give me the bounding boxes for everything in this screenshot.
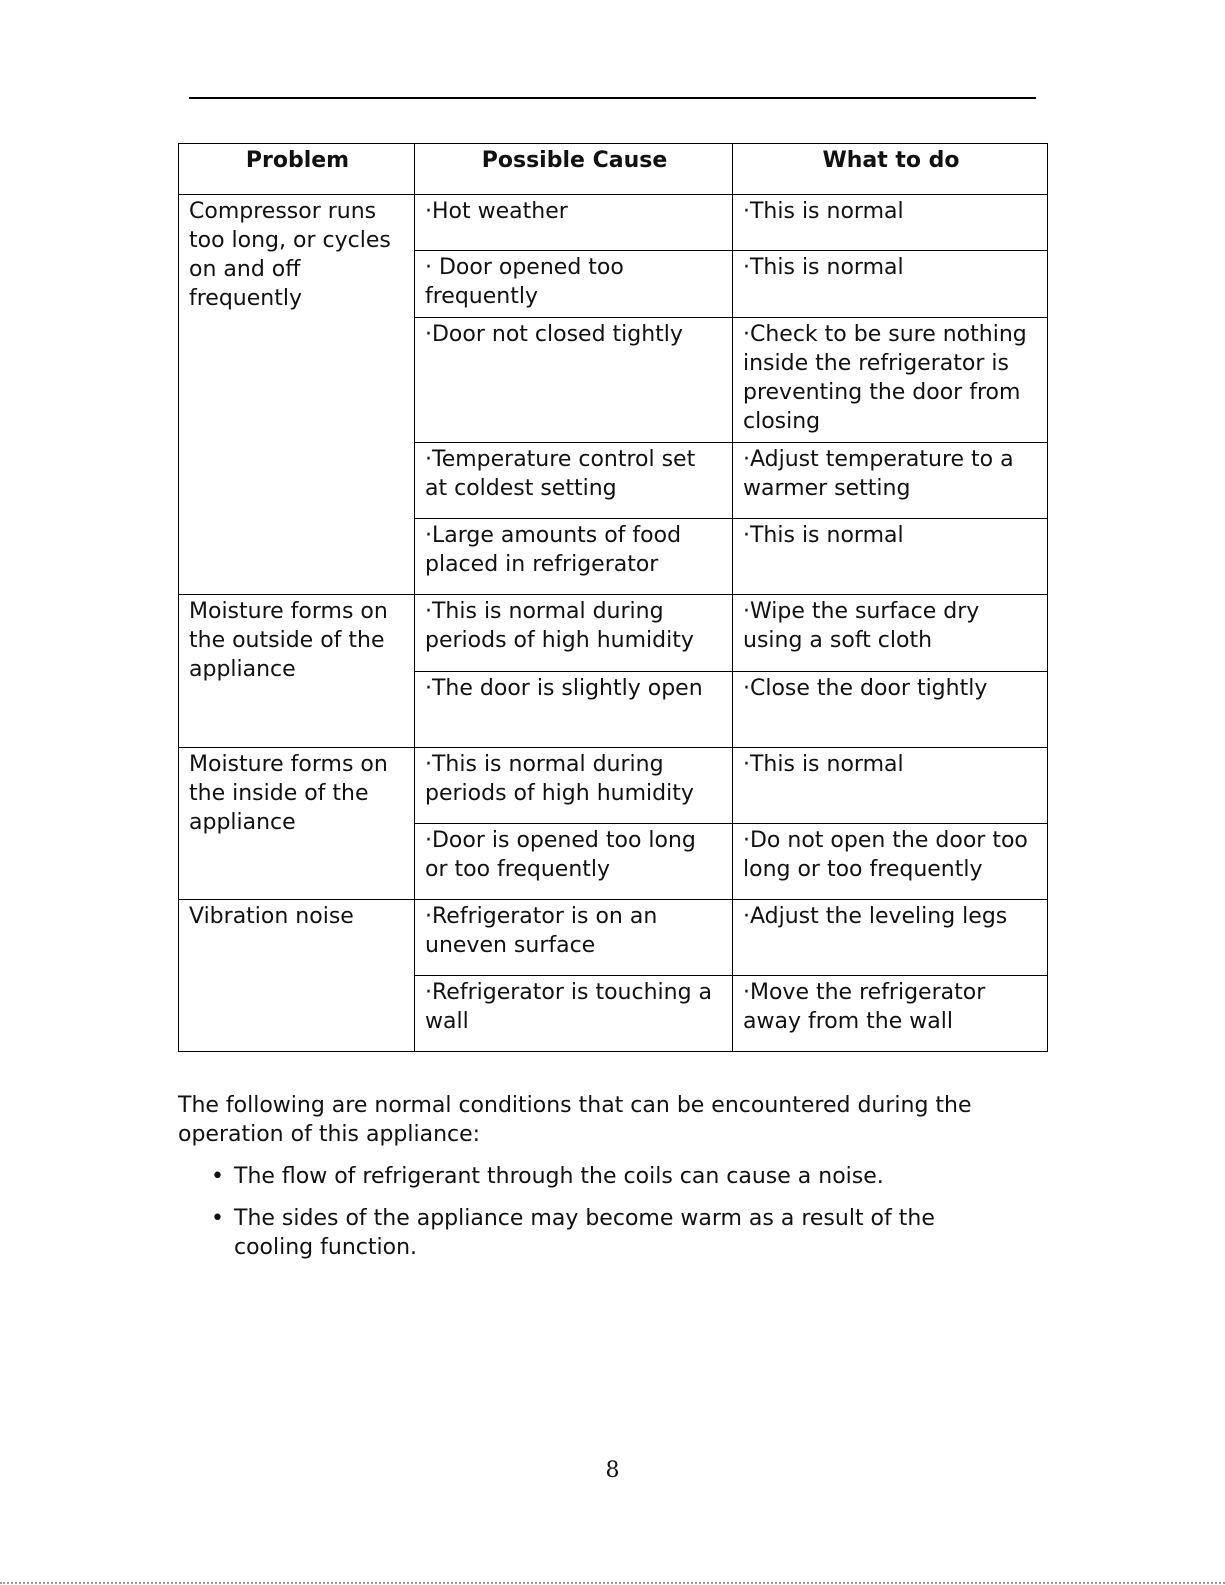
table-header-row bbox=[179, 144, 1048, 195]
cause-cell: ·This is normal during periods of high humidity bbox=[415, 595, 733, 672]
cause-cell: ·Refrigerator is on an uneven surface bbox=[415, 900, 733, 976]
bottom-edge-divider bbox=[0, 1582, 1225, 1584]
cause-cell: ·Door is opened too long or too frequently bbox=[415, 824, 733, 900]
cause-cell: ·Large amounts of food placed in refrigerator bbox=[415, 519, 733, 595]
problem-cell: Compressor runs too long, or cycles on and off frequently bbox=[179, 195, 415, 595]
cause-cell: ·Refrigerator is touching a wall bbox=[415, 976, 733, 1052]
cause-cell: · Door opened too frequently bbox=[415, 251, 733, 318]
action-cell: ·Do not open the door too long or too frequently bbox=[733, 824, 1048, 900]
action-cell: ·Wipe the surface dry using a soft cloth bbox=[733, 595, 1048, 672]
action-cell: ·Close the door tightly bbox=[733, 672, 1048, 748]
column-header-possible-cause: Possible Cause bbox=[415, 144, 733, 195]
action-cell: ·This is normal bbox=[733, 748, 1048, 824]
action-cell: ·This is normal bbox=[733, 195, 1048, 251]
normal-conditions-intro: The following are normal conditions that can be encountered during the operation of this appliance: bbox=[178, 1093, 972, 1147]
action-cell: ·Adjust the leveling legs bbox=[733, 900, 1048, 976]
list-item bbox=[178, 1162, 998, 1191]
troubleshooting-table bbox=[178, 143, 1048, 1052]
cause-cell: ·The door is slightly open bbox=[415, 672, 733, 748]
table-row bbox=[179, 195, 1048, 251]
page-number: 8 bbox=[605, 1458, 620, 1483]
problem-cell: Moisture forms on the inside of the appliance bbox=[179, 748, 415, 900]
cause-cell: ·This is normal during periods of high humidity bbox=[415, 748, 733, 824]
column-header-what-to-do: What to do bbox=[733, 144, 1048, 195]
table-row bbox=[179, 748, 1048, 824]
list-item-text: The sides of the appliance may become warm as a result of the cooling function. bbox=[234, 1206, 935, 1260]
action-cell: ·Check to be sure nothing inside the refrigerator is preventing the door from closing bbox=[733, 318, 1048, 443]
action-cell: ·This is normal bbox=[733, 251, 1048, 318]
bullet-icon: • bbox=[211, 1164, 224, 1189]
table-row bbox=[179, 900, 1048, 976]
cause-cell: ·Door not closed tightly bbox=[415, 318, 733, 443]
bullet-icon: • bbox=[211, 1206, 224, 1231]
list-item bbox=[178, 1204, 998, 1262]
action-cell: ·This is normal bbox=[733, 519, 1048, 595]
column-header-problem: Problem bbox=[179, 144, 415, 195]
cause-cell: ·Temperature control set at coldest setting bbox=[415, 443, 733, 519]
list-item-text: The flow of refrigerant through the coils can cause a noise. bbox=[234, 1164, 884, 1189]
table-row bbox=[179, 595, 1048, 672]
problem-cell: Vibration noise bbox=[179, 900, 415, 1052]
header-rule bbox=[189, 97, 1036, 99]
normal-conditions-list bbox=[178, 1162, 998, 1275]
action-cell: ·Adjust temperature to a warmer setting bbox=[733, 443, 1048, 519]
cause-cell: ·Hot weather bbox=[415, 195, 733, 251]
action-cell: ·Move the refrigerator away from the wall bbox=[733, 976, 1048, 1052]
problem-cell: Moisture forms on the outside of the appliance bbox=[179, 595, 415, 748]
